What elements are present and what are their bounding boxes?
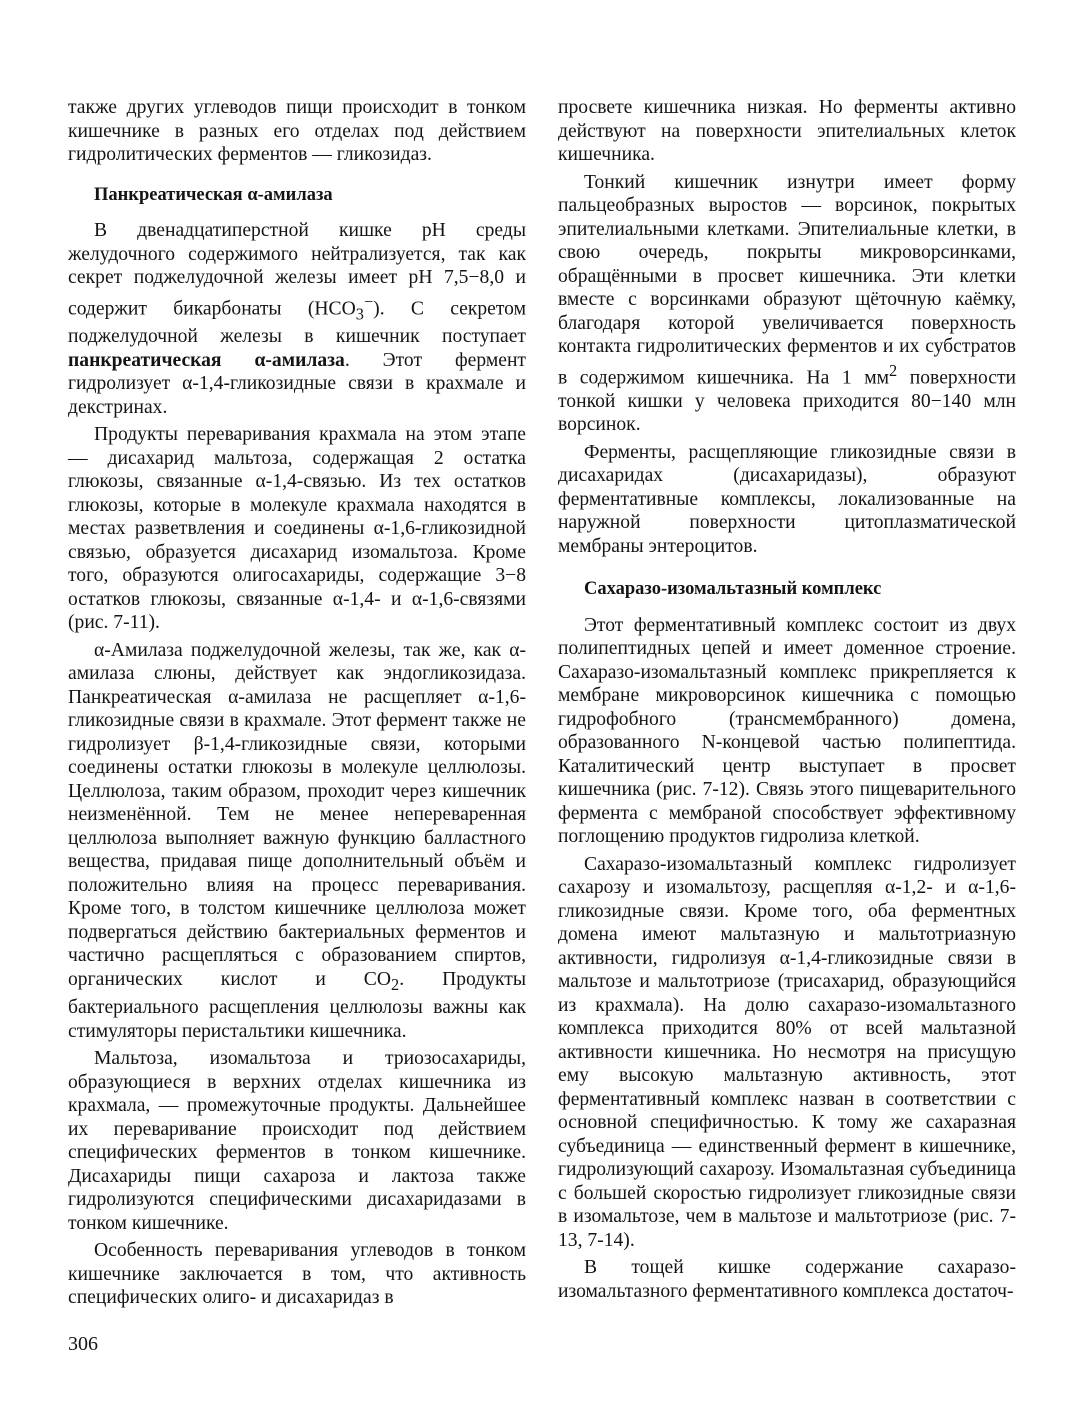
subscript: 3 [355, 303, 364, 323]
text-run: В двенадцатиперстной кишке рН среды желудочного содержимого нейтрализуется, так как секрет поджелудочной железы имеет рН 7,5−8,0 и содержит бикарбонаты (HCO [68, 220, 526, 320]
paragraph: Мальтоза, изомальтоза и триозосахариды, образующиеся в верхних отделах кишечника из крахмала, — промежуточные продукты. Дальнейшее их переваривание происходит под действием специфических ферментов в тонком кишечнике. Дисахариды пищи сахароза и лактоза также гидролизуются специфическими дисахаридазами в тонком кишечнике. [68, 1048, 526, 1234]
text-run: поверхности тонкой кишки у человека приходится 80−140 млн ворсинок. [558, 367, 1016, 436]
superscript: − [363, 291, 374, 311]
paragraph [68, 219, 526, 419]
right-column [558, 96, 1016, 1307]
superscript: 2 [889, 360, 898, 380]
subscript: 2 [391, 974, 400, 994]
paragraph: В тощей кишке содержание сахаразо-изомальтазного ферментативного комплекса достаточ- [558, 1257, 1016, 1302]
text-run: . Продукты бактериального расщепления целлюлозы важны как стимуляторы перистальтики кишечника. [68, 968, 526, 1042]
paragraph: также других углеводов пищи происходит в тонком кишечнике в разных его отделах под действием гидролитических ферментов — гликозидаз. [68, 97, 526, 165]
section-heading: Сахаразо-изомальтазный комплекс [584, 579, 882, 600]
paragraph [68, 639, 526, 1043]
paragraph: Ферменты, расщепляющие гликозидные связи в дисахаридах (дисахаридазы), образуют ферментативные комплексы, локализованные на наружной поверхности цитоплазматической мембраны энтероцитов. [558, 441, 1016, 557]
paragraph: Особенность переваривания углеводов в тонком кишечнике заключается в том, что активность специфических олиго- и дисахаридаз в [68, 1240, 526, 1309]
text-run: α-Амилаза поджелудочной железы, так же, как α-амилаза слюны, действует как эндогликозидаза. Панкреатическая α-амилаза не расщепляет α-1,6-гликозидные связи в крахмале. Этот фермент также не гидролизует β-1,4-гликозидные связи, которыми соединены остатки глюкозы в молекуле целлюлозы. Целлюлоза, таким образом, проходит через кишечник неизменённой. Тем не менее непереваренная целлюлоза выполняет важную функцию балластного вещества, придавая пище дополнительный объём и положительно влияя на процесс переваривания. Кроме того, в толстом кишечнике целлюлоза может подвергаться действию бактериальных ферментов и частично расщепляться с образованием спиртов, органических кислот и CO [68, 639, 526, 990]
paragraph: Продукты переваривания крахмала на этом этапе — дисахарид мальтоза, содержащая 2 остатка глюкозы, связанные α-1,4-связью. Из тех остатков глюкозы, которые в молекуле крахмала находятся в местах разветвления и соединены α-1,6-гликозидной связью, образуется дисахарид изомальтоза. Кроме того, образуются олигосахариды, содержащие 3−8 остатков глюкозы, связанные α-1,4- и α-1,6-связями (рис. 7-11). [68, 424, 526, 634]
paragraph: просвете кишечника низкая. Но ферменты активно действуют на поверхности эпителиальных клеток кишечника. [558, 97, 1016, 165]
left-column [68, 96, 526, 1314]
paragraph: Этот ферментативный комплекс состоит из двух полипептидных цепей и имеет доменное строение. Сахаразо-изомальтазный комплекс прикрепляется к мембране микроворсинок кишечника с помощью гидрофобного (трансмембранного) домена, образованного N-концевой частью полипептида. Каталитический центр выступает в просвет кишечника (рис. 7-12). Связь этого пищеварительного фермента с мембраной способствует эффективному поглощению продуктов гидролиза клеткой. [558, 614, 1016, 848]
section-heading: Панкреатическая α-амилаза [94, 184, 333, 205]
bold-term: панкреатическая α-амилаза [68, 349, 345, 371]
page-number: 306 [68, 1333, 98, 1355]
paragraph: Сахаразо-изомальтазный комплекс гидролизует сахарозу и изомальтозу, расщепляя α-1,2- и α-1,6-гликозидные связи. Кроме того, оба ферментных домена имеют мальтазную и мальтотриазную активности, гидролизуя α-1,4-гликозидные связи в мальтозе и мальтотриозе (трисахарид, образующийся из крахмала). На долю сахаразо-изомальтазного комплекса приходится 80% от всей мальтазной активности кишечника. Но несмотря на присущую ему высокую мальтазную активность, этот ферментативный комплекс назван в соответствии с основной специфичностью. К тому же сахаразная субъединица — единственный фермент в кишечнике, гидролизующий сахарозу. Изомальтазная субъединица с большей скоростью гидролизует гликозидные связи в изомальтозе, чем в мальтозе и мальтотриозе (рис. 7-13, 7-14). [558, 853, 1016, 1251]
paragraph [558, 171, 1016, 437]
text-run: . Этот фермент гидролизует α-1,4-гликозидные связи в крахмале и декстринах. [68, 349, 526, 418]
text-run: Тонкий кишечник изнутри имеет форму пальцеобразных выростов — ворсинок, покрытых эпителиальными клетками. Эпителиальные клетки, в свою очередь, покрыты микроворсинками, обращёнными в просвет кишечника. Эти клетки вместе с ворсинками образуют щёточную каёмку, благодаря которой увеличивается поверхность контакта гидролитических ферментов и их субстратов в содержимом кишечника. На 1 мм [558, 171, 1016, 389]
text-run: ). С секретом поджелудочной железы в кишечник поступает [68, 298, 526, 348]
